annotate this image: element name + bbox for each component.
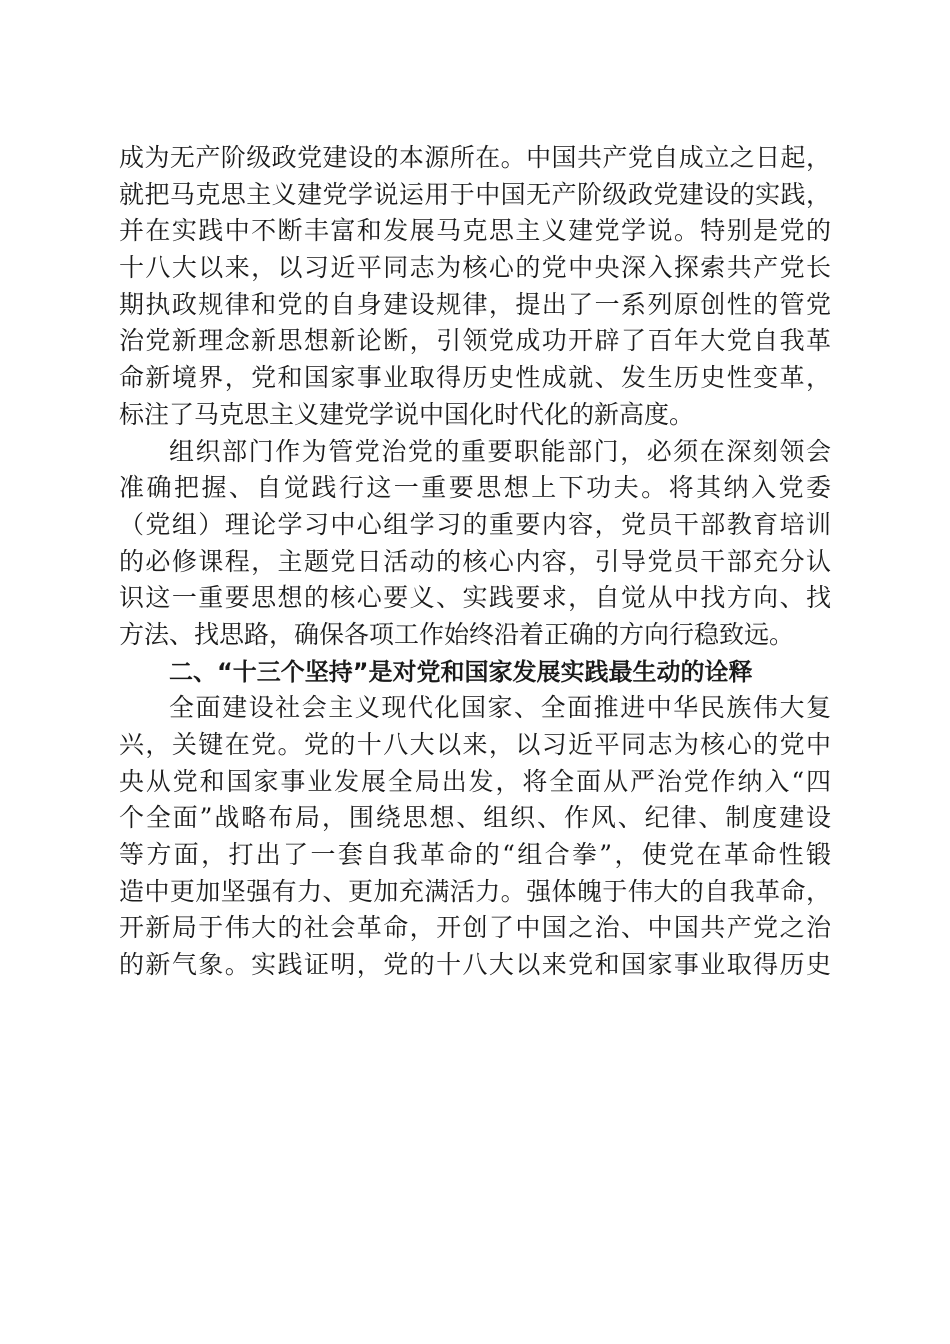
document-page — [119, 140, 831, 984]
paragraph-2-line-6: 方法、找思路，确保各项工作始终沿着正确的方向行稳致远。 — [119, 619, 795, 649]
paragraph-1-line-8: 标注了马克思主义建党学说中国化时代化的新高度。 — [119, 399, 695, 429]
paragraph-1 — [119, 140, 831, 434]
paragraph-2-line-4: 的必修课程，主题党日活动的核心内容，引导党员干部充分认 — [119, 546, 831, 576]
paragraph-3-line-6: 造中更加坚强有力、更加充满活力。强体魄于伟大的自我革命， — [119, 876, 831, 906]
paragraph-2-line-5: 识这一重要思想的核心要义、实践要求，自觉从中找方向、找 — [119, 583, 831, 613]
paragraph-3-line-3: 央从党和国家事业发展全局出发，将全面从严治党作纳入“四 — [119, 766, 831, 796]
paragraph-2-line-2: 准确把握、自觉践行这一重要思想上下功夫。将其纳入党委 — [119, 473, 831, 503]
paragraph-1-line-2: 就把马克思主义建党学说运用于中国无产阶级政党建设的实践， — [119, 179, 831, 209]
paragraph-2 — [119, 434, 831, 654]
paragraph-3-line-1: 全面建设社会主义现代化国家、全面推进中华民族伟大复 — [169, 693, 831, 723]
paragraph-1-line-6: 治党新理念新思想新论断，引领党成功开辟了百年大党自我革 — [119, 326, 831, 356]
paragraph-3 — [119, 690, 831, 984]
paragraph-1-line-7: 命新境界，党和国家事业取得历史性成就、发生历史性变革， — [119, 363, 831, 393]
paragraph-1-line-3: 并在实践中不断丰富和发展马克思主义建党学说。特别是党的 — [119, 216, 831, 246]
paragraph-3-line-5: 等方面，打出了一套自我革命的“组合拳”，使党在革命性锻 — [119, 840, 831, 870]
paragraph-3-line-2: 兴，关键在党。党的十八大以来，以习近平同志为核心的党中 — [119, 730, 831, 759]
paragraph-1-line-5: 期执政规律和党的自身建设规律，提出了一系列原创性的管党 — [119, 289, 831, 319]
paragraph-2-line-1: 组织部门作为管党治党的重要职能部门，必须在深刻领会 — [169, 436, 831, 466]
paragraph-3-line-4: 个全面”战略布局，围绕思想、组织、作风、纪律、制度建设 — [119, 803, 831, 833]
section-heading: 二、“十三个坚持”是对党和国家发展实践最生动的诠释 — [169, 657, 753, 686]
paragraph-1-line-1: 成为无产阶级政党建设的本源所在。中国共产党自成立之日起， — [119, 143, 831, 172]
paragraph-3-line-8: 的新气象。实践证明，党的十八大以来党和国家事业取得历史 — [119, 950, 831, 980]
paragraph-1-line-4: 十八大以来，以习近平同志为核心的党中央深入探索共产党长 — [119, 253, 831, 283]
paragraph-2-line-3: （党组）理论学习中心组学习的重要内容，党员干部教育培训 — [119, 509, 831, 539]
section-heading-wrapper — [119, 654, 831, 691]
paragraph-3-line-7: 开新局于伟大的社会革命，开创了中国之治、中国共产党之治 — [119, 913, 831, 943]
